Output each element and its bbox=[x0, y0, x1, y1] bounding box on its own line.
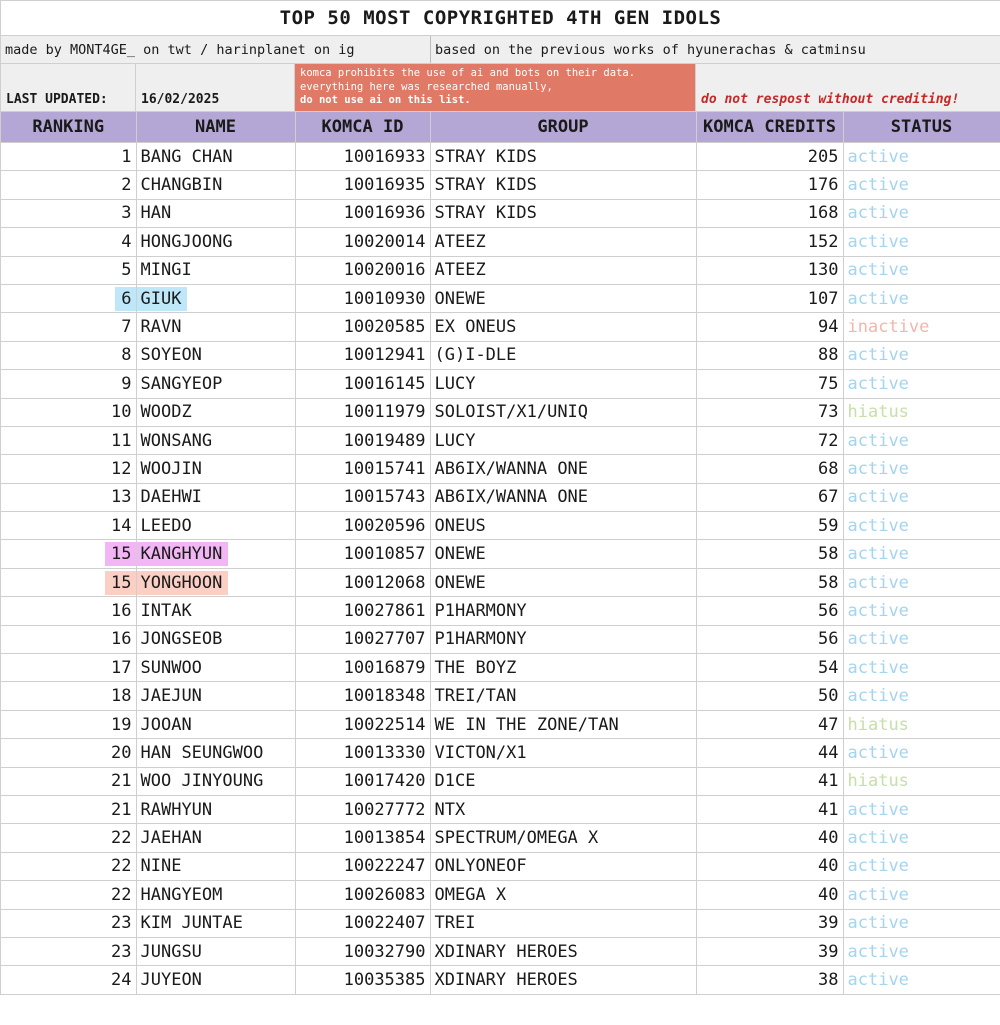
cell-komca-credits[interactable]: 88 bbox=[696, 341, 843, 369]
cell-komca-credits[interactable]: 40 bbox=[696, 881, 843, 909]
cell-name[interactable]: SUNWOO bbox=[136, 654, 295, 682]
cell-group[interactable]: NTX bbox=[430, 795, 696, 823]
table-row bbox=[1, 199, 1000, 227]
cell-status[interactable]: active bbox=[843, 682, 1000, 710]
cell-name[interactable]: HAN SEUNGWOO bbox=[136, 739, 295, 767]
cell-komca-credits[interactable]: 44 bbox=[696, 739, 843, 767]
cell-status[interactable]: active bbox=[843, 881, 1000, 909]
cell-komca-id[interactable]: 10022247 bbox=[295, 852, 430, 880]
cell-ranking-text: 6 bbox=[115, 287, 136, 311]
cell-status[interactable]: hiatus bbox=[843, 710, 1000, 738]
cell-group[interactable]: P1HARMONY bbox=[430, 597, 696, 625]
cell-komca-id[interactable]: 10010857 bbox=[295, 540, 430, 568]
cell-ranking[interactable]: 8 bbox=[1, 341, 136, 369]
cell-komca-id[interactable]: 10013854 bbox=[295, 824, 430, 852]
cell-komca-credits[interactable]: 40 bbox=[696, 824, 843, 852]
cell-komca-credits[interactable]: 40 bbox=[696, 852, 843, 880]
cell-komca-id[interactable]: 10018348 bbox=[295, 682, 430, 710]
cell-komca-id[interactable]: 10011979 bbox=[295, 398, 430, 426]
last-updated-label: LAST UPDATED: bbox=[1, 64, 136, 111]
table-row bbox=[1, 824, 1000, 852]
table-row bbox=[1, 370, 1000, 398]
cell-komca-id[interactable]: 10016145 bbox=[295, 370, 430, 398]
cell-status[interactable]: active bbox=[843, 739, 1000, 767]
cell-name[interactable]: CHANGBIN bbox=[136, 171, 295, 199]
table-row bbox=[1, 426, 1000, 454]
cell-ranking[interactable]: 11 bbox=[1, 426, 136, 454]
table-row bbox=[1, 795, 1000, 823]
cell-komca-credits[interactable]: 39 bbox=[696, 909, 843, 937]
cell-group[interactable]: SOLOIST/X1/UNIQ bbox=[430, 398, 696, 426]
cell-group[interactable]: AB6IX/WANNA ONE bbox=[430, 455, 696, 483]
cell-komca-credits[interactable]: 75 bbox=[696, 370, 843, 398]
cell-komca-id[interactable]: 10012068 bbox=[295, 568, 430, 596]
cell-ranking[interactable]: 24 bbox=[1, 966, 136, 994]
cell-ranking[interactable]: 5 bbox=[1, 256, 136, 284]
cell-group[interactable]: WE IN THE ZONE/TAN bbox=[430, 710, 696, 738]
table-row bbox=[1, 341, 1000, 369]
cell-ranking[interactable]: 4 bbox=[1, 228, 136, 256]
cell-komca-id[interactable]: 10022407 bbox=[295, 909, 430, 937]
cell-ranking[interactable] bbox=[1, 540, 136, 568]
cell-name[interactable]: WOO JINYOUNG bbox=[136, 767, 295, 795]
cell-name[interactable]: DAEHWI bbox=[136, 483, 295, 511]
cell-group[interactable]: ONLYONEOF bbox=[430, 852, 696, 880]
cell-komca-credits[interactable]: 68 bbox=[696, 455, 843, 483]
cell-group[interactable]: STRAY KIDS bbox=[430, 143, 696, 171]
table-row bbox=[1, 228, 1000, 256]
cell-status[interactable]: active bbox=[843, 597, 1000, 625]
cell-komca-credits[interactable]: 67 bbox=[696, 483, 843, 511]
cell-komca-id[interactable]: 10027861 bbox=[295, 597, 430, 625]
cell-ranking[interactable]: 22 bbox=[1, 824, 136, 852]
cell-komca-credits[interactable]: 38 bbox=[696, 966, 843, 994]
cell-komca-credits[interactable]: 41 bbox=[696, 795, 843, 823]
cell-ranking[interactable] bbox=[1, 568, 136, 596]
cell-komca-id[interactable]: 10017420 bbox=[295, 767, 430, 795]
cell-komca-id[interactable]: 10035385 bbox=[295, 966, 430, 994]
cell-ranking[interactable]: 23 bbox=[1, 937, 136, 965]
cell-status[interactable]: active bbox=[843, 256, 1000, 284]
table-row bbox=[1, 540, 1000, 568]
cell-name-text: GIUK bbox=[136, 287, 187, 311]
cell-name[interactable]: BANG CHAN bbox=[136, 143, 295, 171]
credits-row bbox=[1, 36, 1000, 64]
cell-ranking-text: 15 bbox=[105, 571, 136, 595]
table-row bbox=[1, 767, 1000, 795]
cell-komca-id[interactable]: 10026083 bbox=[295, 881, 430, 909]
cell-ranking[interactable]: 9 bbox=[1, 370, 136, 398]
cell-name[interactable] bbox=[136, 568, 295, 596]
cell-group[interactable]: ONEWE bbox=[430, 540, 696, 568]
cell-name[interactable]: SOYEON bbox=[136, 341, 295, 369]
table-row bbox=[1, 710, 1000, 738]
sheet-title: TOP 50 MOST COPYRIGHTED 4TH GEN IDOLS bbox=[1, 0, 1000, 36]
cell-komca-id[interactable]: 10027707 bbox=[295, 625, 430, 653]
cell-komca-id[interactable]: 10013330 bbox=[295, 739, 430, 767]
cell-group[interactable]: XDINARY HEROES bbox=[430, 966, 696, 994]
cell-group[interactable]: ONEWE bbox=[430, 284, 696, 312]
table-row bbox=[1, 313, 1000, 341]
cell-status[interactable]: active bbox=[843, 966, 1000, 994]
cell-status[interactable]: active bbox=[843, 228, 1000, 256]
cell-ranking[interactable]: 20 bbox=[1, 739, 136, 767]
cell-status[interactable]: active bbox=[843, 284, 1000, 312]
cell-name[interactable]: JUNGSU bbox=[136, 937, 295, 965]
cell-ranking[interactable]: 21 bbox=[1, 767, 136, 795]
column-header-komca-id[interactable]: KOMCA ID bbox=[295, 112, 430, 143]
cell-status[interactable]: active bbox=[843, 426, 1000, 454]
column-header-ranking[interactable]: RANKING bbox=[1, 112, 136, 143]
cell-status[interactable]: active bbox=[843, 795, 1000, 823]
cell-name[interactable]: JAEJUN bbox=[136, 682, 295, 710]
cell-status[interactable]: inactive bbox=[843, 313, 1000, 341]
cell-status[interactable]: active bbox=[843, 654, 1000, 682]
cell-komca-id[interactable]: 10027772 bbox=[295, 795, 430, 823]
cell-group[interactable]: STRAY KIDS bbox=[430, 199, 696, 227]
cell-komca-id[interactable]: 10012941 bbox=[295, 341, 430, 369]
cell-komca-id[interactable]: 10020596 bbox=[295, 512, 430, 540]
cell-ranking[interactable]: 10 bbox=[1, 398, 136, 426]
cell-group[interactable]: TREI bbox=[430, 909, 696, 937]
column-header-komca-credits[interactable]: KOMCA CREDITS bbox=[696, 112, 843, 143]
cell-komca-id[interactable]: 10015743 bbox=[295, 483, 430, 511]
column-header-status[interactable]: STATUS bbox=[843, 112, 1000, 143]
cell-status[interactable]: active bbox=[843, 143, 1000, 171]
cell-ranking[interactable]: 23 bbox=[1, 909, 136, 937]
cell-komca-credits[interactable]: 58 bbox=[696, 540, 843, 568]
cell-komca-id[interactable]: 10015741 bbox=[295, 455, 430, 483]
table-header-row bbox=[1, 112, 1000, 143]
cell-status[interactable]: hiatus bbox=[843, 398, 1000, 426]
cell-group[interactable]: EX ONEUS bbox=[430, 313, 696, 341]
table-row bbox=[1, 852, 1000, 880]
cell-status[interactable]: active bbox=[843, 540, 1000, 568]
cell-name[interactable] bbox=[136, 284, 295, 312]
table-row bbox=[1, 597, 1000, 625]
cell-ranking[interactable]: 14 bbox=[1, 512, 136, 540]
cell-group[interactable]: (G)I-DLE bbox=[430, 341, 696, 369]
cell-komca-credits[interactable]: 205 bbox=[696, 143, 843, 171]
cell-group[interactable]: ONEWE bbox=[430, 568, 696, 596]
cell-komca-credits[interactable]: 58 bbox=[696, 568, 843, 596]
cell-group[interactable]: ONEUS bbox=[430, 512, 696, 540]
cell-ranking[interactable]: 2 bbox=[1, 171, 136, 199]
cell-name[interactable]: JOOAN bbox=[136, 710, 295, 738]
cell-ranking[interactable] bbox=[1, 284, 136, 312]
cell-ranking[interactable]: 17 bbox=[1, 654, 136, 682]
cell-komca-credits[interactable]: 56 bbox=[696, 625, 843, 653]
table-row bbox=[1, 625, 1000, 653]
cell-name-text: YONGHOON bbox=[136, 571, 228, 595]
cell-name[interactable]: NINE bbox=[136, 852, 295, 880]
cell-ranking[interactable]: 12 bbox=[1, 455, 136, 483]
ai-warning-note bbox=[295, 64, 696, 111]
cell-name[interactable]: HONGJOONG bbox=[136, 228, 295, 256]
table-row bbox=[1, 512, 1000, 540]
cell-status[interactable]: hiatus bbox=[843, 767, 1000, 795]
cell-name[interactable]: WOODZ bbox=[136, 398, 295, 426]
cell-group[interactable]: XDINARY HEROES bbox=[430, 937, 696, 965]
cell-ranking[interactable]: 18 bbox=[1, 682, 136, 710]
cell-ranking[interactable]: 16 bbox=[1, 625, 136, 653]
cell-group[interactable]: P1HARMONY bbox=[430, 625, 696, 653]
cell-name[interactable]: WOOJIN bbox=[136, 455, 295, 483]
warning-line-1: komca prohibits the use of ai and bots on their data. bbox=[300, 67, 636, 79]
column-header-group[interactable]: GROUP bbox=[430, 112, 696, 143]
repost-notice: do not respost without crediting! bbox=[696, 64, 1000, 111]
cell-status[interactable]: active bbox=[843, 199, 1000, 227]
table-row bbox=[1, 483, 1000, 511]
cell-komca-id[interactable]: 10020585 bbox=[295, 313, 430, 341]
cell-status[interactable]: active bbox=[843, 370, 1000, 398]
based-on-credit: based on the previous works of hyunerachas & catminsu bbox=[435, 42, 866, 58]
cell-name[interactable]: RAVN bbox=[136, 313, 295, 341]
table-row bbox=[1, 568, 1000, 596]
cell-komca-id[interactable]: 10016936 bbox=[295, 199, 430, 227]
cell-status[interactable]: active bbox=[843, 483, 1000, 511]
cell-group[interactable]: OMEGA X bbox=[430, 881, 696, 909]
cell-status[interactable]: active bbox=[843, 625, 1000, 653]
cell-komca-credits[interactable]: 41 bbox=[696, 767, 843, 795]
cell-komca-credits[interactable]: 39 bbox=[696, 937, 843, 965]
cell-status[interactable]: active bbox=[843, 937, 1000, 965]
cell-komca-credits[interactable]: 56 bbox=[696, 597, 843, 625]
table-row bbox=[1, 455, 1000, 483]
cell-group[interactable]: ATEEZ bbox=[430, 256, 696, 284]
cell-status[interactable]: active bbox=[843, 455, 1000, 483]
cell-ranking[interactable]: 16 bbox=[1, 597, 136, 625]
cell-group[interactable]: SPECTRUM/OMEGA X bbox=[430, 824, 696, 852]
column-header-name[interactable]: NAME bbox=[136, 112, 295, 143]
cell-komca-id[interactable]: 10010930 bbox=[295, 284, 430, 312]
table-row bbox=[1, 937, 1000, 965]
cell-status[interactable]: active bbox=[843, 171, 1000, 199]
cell-komca-id[interactable]: 10019489 bbox=[295, 426, 430, 454]
cell-group[interactable]: LUCY bbox=[430, 370, 696, 398]
ranking-table bbox=[1, 112, 1000, 995]
cell-name[interactable]: SANGYEOP bbox=[136, 370, 295, 398]
cell-name-text: KANGHYUN bbox=[136, 542, 228, 566]
table-body bbox=[1, 143, 1000, 995]
cell-ranking[interactable]: 13 bbox=[1, 483, 136, 511]
cell-komca-id[interactable]: 10016879 bbox=[295, 654, 430, 682]
cell-group[interactable]: STRAY KIDS bbox=[430, 171, 696, 199]
cell-group[interactable]: ATEEZ bbox=[430, 228, 696, 256]
warning-line-2: everything here was researched manually, bbox=[300, 80, 553, 93]
table-row bbox=[1, 256, 1000, 284]
cell-komca-credits[interactable]: 168 bbox=[696, 199, 843, 227]
cell-ranking[interactable]: 22 bbox=[1, 852, 136, 880]
cell-name[interactable]: JAEHAN bbox=[136, 824, 295, 852]
cell-komca-id[interactable]: 10032790 bbox=[295, 937, 430, 965]
cell-komca-id[interactable]: 10016935 bbox=[295, 171, 430, 199]
table-row bbox=[1, 909, 1000, 937]
cell-group[interactable]: D1CE bbox=[430, 767, 696, 795]
cell-group[interactable]: TREI/TAN bbox=[430, 682, 696, 710]
cell-name[interactable]: MINGI bbox=[136, 256, 295, 284]
warning-line-3: do not use ai on this list. bbox=[300, 94, 471, 106]
cell-name[interactable] bbox=[136, 540, 295, 568]
table-row bbox=[1, 739, 1000, 767]
cell-komca-credits[interactable]: 50 bbox=[696, 682, 843, 710]
cell-group[interactable]: VICTON/X1 bbox=[430, 739, 696, 767]
cell-komca-credits[interactable]: 176 bbox=[696, 171, 843, 199]
cell-komca-credits[interactable]: 130 bbox=[696, 256, 843, 284]
cell-status[interactable]: active bbox=[843, 852, 1000, 880]
table-row bbox=[1, 284, 1000, 312]
cell-komca-id[interactable]: 10016933 bbox=[295, 143, 430, 171]
table-row bbox=[1, 966, 1000, 994]
cell-ranking[interactable]: 1 bbox=[1, 143, 136, 171]
cell-name[interactable]: KIM JUNTAE bbox=[136, 909, 295, 937]
cell-status[interactable]: active bbox=[843, 341, 1000, 369]
table-row bbox=[1, 171, 1000, 199]
cell-status[interactable]: active bbox=[843, 824, 1000, 852]
table-row bbox=[1, 881, 1000, 909]
last-updated-date: 16/02/2025 bbox=[136, 64, 295, 111]
table-row bbox=[1, 398, 1000, 426]
table-row bbox=[1, 143, 1000, 171]
table-row bbox=[1, 654, 1000, 682]
cell-name[interactable]: JONGSEOB bbox=[136, 625, 295, 653]
cell-komca-credits[interactable]: 54 bbox=[696, 654, 843, 682]
cell-komca-credits[interactable]: 47 bbox=[696, 710, 843, 738]
info-row bbox=[1, 64, 1000, 112]
cell-name[interactable]: HANGYEOM bbox=[136, 881, 295, 909]
cell-komca-id[interactable]: 10022514 bbox=[295, 710, 430, 738]
cell-komca-credits[interactable]: 59 bbox=[696, 512, 843, 540]
cell-ranking-text: 15 bbox=[105, 542, 136, 566]
cell-status[interactable]: active bbox=[843, 909, 1000, 937]
cell-komca-credits[interactable]: 72 bbox=[696, 426, 843, 454]
cell-ranking[interactable]: 21 bbox=[1, 795, 136, 823]
cell-status[interactable]: active bbox=[843, 512, 1000, 540]
cell-komca-credits[interactable]: 107 bbox=[696, 284, 843, 312]
cell-komca-id[interactable]: 10020016 bbox=[295, 256, 430, 284]
cell-group[interactable]: LUCY bbox=[430, 426, 696, 454]
table-row bbox=[1, 682, 1000, 710]
cell-name[interactable]: LEEDO bbox=[136, 512, 295, 540]
cell-group[interactable]: AB6IX/WANNA ONE bbox=[430, 483, 696, 511]
cell-komca-credits[interactable]: 73 bbox=[696, 398, 843, 426]
cell-name[interactable]: JUYEON bbox=[136, 966, 295, 994]
cell-komca-credits[interactable]: 152 bbox=[696, 228, 843, 256]
cell-ranking[interactable]: 3 bbox=[1, 199, 136, 227]
cell-name[interactable]: RAWHYUN bbox=[136, 795, 295, 823]
cell-status[interactable]: active bbox=[843, 568, 1000, 596]
cell-name[interactable]: WONSANG bbox=[136, 426, 295, 454]
cell-name[interactable]: HAN bbox=[136, 199, 295, 227]
cell-group[interactable]: THE BOYZ bbox=[430, 654, 696, 682]
cell-ranking[interactable]: 7 bbox=[1, 313, 136, 341]
cell-komca-credits[interactable]: 94 bbox=[696, 313, 843, 341]
cell-ranking[interactable]: 22 bbox=[1, 881, 136, 909]
cell-name[interactable]: INTAK bbox=[136, 597, 295, 625]
made-by-credit: made by MONT4GE_ on twt / harinplanet on ig bbox=[1, 36, 431, 63]
cell-komca-id[interactable]: 10020014 bbox=[295, 228, 430, 256]
cell-ranking[interactable]: 19 bbox=[1, 710, 136, 738]
